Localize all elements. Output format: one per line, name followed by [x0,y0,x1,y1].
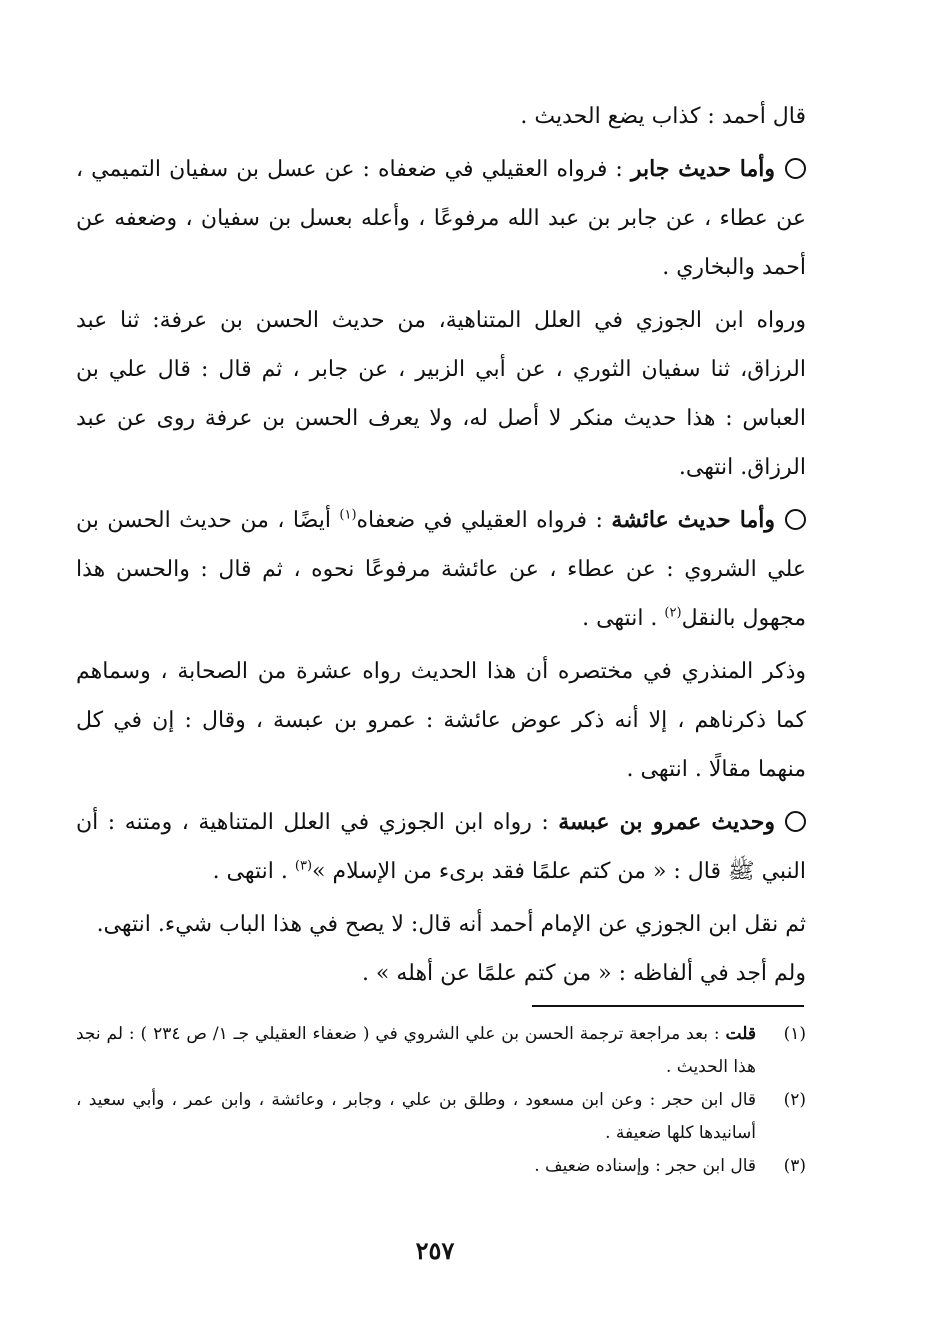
paragraph-mundhiri [76,647,806,794]
footnote-text [76,1018,756,1084]
footnote-number: (٣) [783,1156,806,1176]
footnote-divider [532,1005,804,1007]
paragraph-ibn-jawzi-jabir [76,296,806,492]
circle-bullet-icon [785,509,806,530]
footnote-ref-1[interactable]: (١) [339,507,357,523]
footnote-number: (٢) [783,1090,806,1110]
paragraph-wording-note [76,949,806,998]
paragraph-ahmad-quote [76,92,806,141]
footnote-text: قال ابن حجر : وإسناده ضعيف . [534,1156,756,1176]
footnote-number: (١) [783,1024,806,1044]
section-text: : فرواه العقيلي في ضعفاه : عن عسل بن سفيان التميمي ، عن عطاء ، عن جابر بن عبد الله مرفوعًا ، وأعله بعسل بن سفيان ، وضعفه عن أحمد والبخاري . [76,157,806,280]
section-heading: وأما حديث عائشة [611,507,775,533]
footnote-ref-3[interactable]: (٣) [294,858,313,874]
section-text: : رواه ابن الجوزي في العلل المتناهية ، ومتنه : أن النبي ﷺ قال : « من كتم علمًا فقد برىء من الإسلام » [76,810,806,884]
footnote-3 [76,1150,806,1183]
footnote-1 [76,1018,806,1084]
section-jabir-hadith [76,145,806,292]
section-aisha-hadith [76,496,806,643]
section-text: . انتهى . [212,859,295,884]
paragraph-ahmad-ruling [76,900,806,949]
section-heading: وأما حديث جابر [630,156,776,182]
paragraph-text: ثم نقل ابن الجوزي عن الإمام أحمد أنه قال: لا يصح في هذا الباب شيء. انتهى. [96,912,806,937]
section-text: أيضًا ، من حديث الحسن بن علي الشروي : عن عطاء ، عن عائشة مرفوعًا نحوه ، ثم قال : والحسن هذا مجهول بالنقل [76,508,806,631]
section-text: . انتهى . [582,606,665,631]
page-body [76,92,806,998]
footnote-bold-word: قلت [725,1024,756,1044]
page-number: ٢٥٧ [415,1236,455,1265]
footnote-text: قال ابن حجر : وعن ابن مسعود ، وطلق بن علي ، وجابر ، وعائشة ، وابن عمر ، وأبي سعيد ، أسانيدها كلها ضعيفة . [76,1090,756,1143]
footnote-ref-2[interactable]: (٢) [664,605,682,621]
circle-bullet-icon [785,811,806,832]
section-amr-hadith [76,798,806,896]
footnotes [76,1018,806,1183]
paragraph-text: وذكر المنذري في مختصره أن هذا الحديث رواه عشرة من الصحابة ، وسماهم كما ذكرناهم ، إلا أنه ذكر عوض عائشة : عمرو بن عبسة ، وقال : إن في كل منهما مقالًا . انتهى . [76,659,806,782]
footnote-body: : بعد مراجعة ترجمة الحسن بن علي الشروي في ( ضعفاء العقيلي جـ ١/ ص ٢٣٤ ) : لم نجد هذا الحديث . [76,1024,756,1077]
section-text: : فرواه العقيلي في ضعفاه [356,508,612,533]
paragraph-text: ولم أجد في ألفاظه : « من كتم علمًا عن أهله » . [361,961,806,986]
section-heading: وحديث عمرو بن عبسة [558,809,775,835]
circle-bullet-icon [785,158,806,179]
paragraph-text: ورواه ابن الجوزي في العلل المتناهية، من حديث الحسن بن عرفة: ثنا عبد الرزاق، ثنا سفيان الثوري ، عن أبي الزبير ، عن جابر ، ثم قال : قال علي بن العباس : هذا حديث منكر لا أصل له، ولا يعرف الحسن بن عرفة روى عن عبد الرزاق. انتهى. [76,308,806,480]
footnote-2 [76,1084,806,1150]
paragraph-text: قال أحمد : كذاب يضع الحديث . [520,104,806,129]
